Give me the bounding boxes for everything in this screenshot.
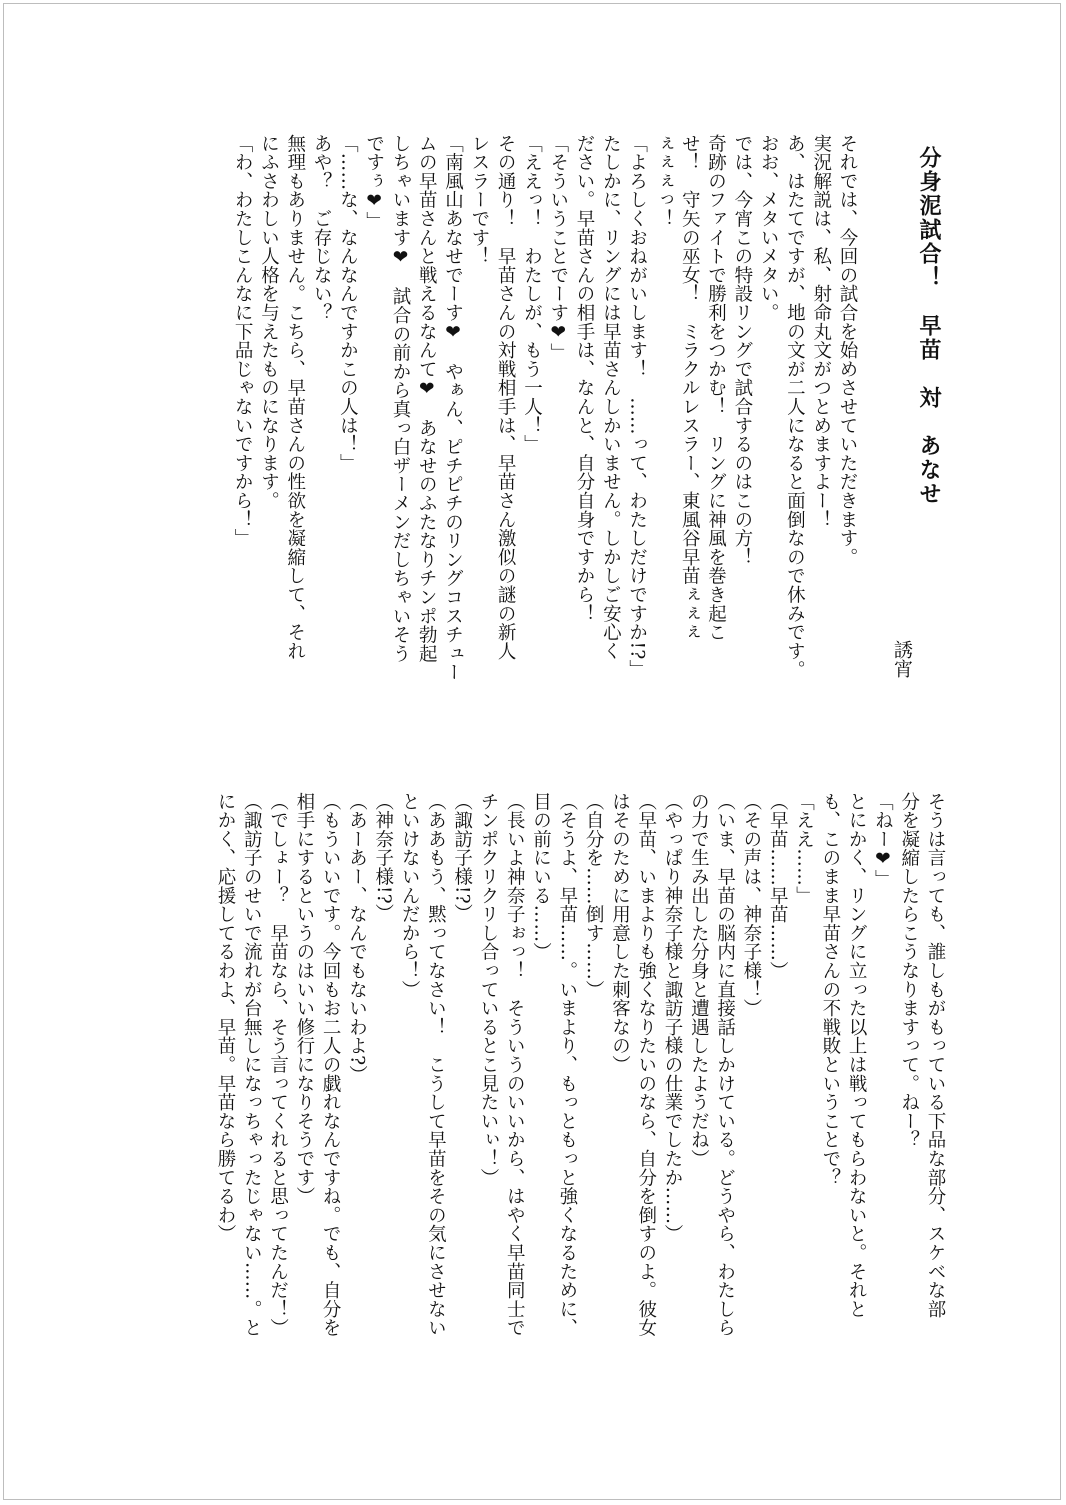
text-line: では、今宵この特設リングで試合するのはこの方！ bbox=[731, 134, 753, 567]
upper-text-column bbox=[118, 134, 860, 724]
text-line: （ああもう、黙ってなさい！ こうして早苗をその気にさせない bbox=[425, 792, 447, 1338]
text-line: （でしょー？ 早苗なら、そう言ってくれると思ってたんだ！） bbox=[267, 792, 289, 1338]
text-line: ださい。早苗さんの相手は、なんと、自分自身ですから！ bbox=[574, 134, 596, 623]
text-line: （もういいです。今回もお二人の戯れなんですね。でも、自分を bbox=[320, 792, 342, 1338]
text-line: ですぅ❤」 bbox=[363, 134, 385, 231]
text-line: 「よろしくおねがいします！ ……って、わたしだけですか!?」 bbox=[626, 134, 648, 679]
text-line: （あーあー、なんでもないわよ?） bbox=[346, 792, 368, 1085]
text-line: たしかに、リングには早苗さんしかいません。しかしご安心く bbox=[600, 134, 622, 661]
text-line: （早苗……早苗……） bbox=[767, 792, 789, 980]
text-line: 「ええ……」 bbox=[793, 792, 815, 905]
text-line: その通り！ 早苗さんの対戦相手は、早苗さん激似の謎の新人 bbox=[495, 134, 517, 661]
text-line: （早苗、いまよりも強くなりたいのなら、自分を倒すのよ。彼女 bbox=[635, 792, 657, 1338]
text-line: レスラーです！ bbox=[468, 134, 490, 266]
text-line: あ、はたてですが、地の文が二人になると面倒なので休みです。 bbox=[784, 134, 806, 680]
text-line: （いま、早苗の脳内に直接話しかけている。どうやら、わたしら bbox=[714, 792, 736, 1338]
story-title: 分身泥試合！ 早苗 対 あなせ bbox=[916, 146, 941, 506]
text-line: （その声は、神奈子様！） bbox=[740, 792, 762, 1018]
text-line: とにかく、リングに立った以上は戦ってもらわないと。それと bbox=[846, 792, 868, 1319]
text-line: （諏訪子様!?） bbox=[451, 792, 473, 923]
text-line: にふさわしい人格を与えたものになります。 bbox=[258, 134, 280, 510]
text-line: にかく、応援してるわよ、早苗。早苗なら勝てるわ） bbox=[214, 792, 236, 1244]
author-name: 誘宵 bbox=[891, 640, 913, 678]
text-line: 目の前にいる……） bbox=[530, 792, 552, 962]
text-line: 「そういうことでーす❤」 bbox=[547, 134, 569, 363]
lower-text-column bbox=[118, 792, 948, 1384]
text-line: （長いよ神奈子ぉっ！ そういうのいいから、はやく早苗同士で bbox=[504, 792, 526, 1338]
text-line: チンポクリクリし合っているとこ見たいぃ！） bbox=[477, 792, 499, 1187]
text-line: 相手にするというのはいい修行になりそうです） bbox=[293, 792, 315, 1206]
text-line: 「……な、なんなんですかこの人は！」 bbox=[337, 134, 359, 473]
text-line: といけないんだから！） bbox=[399, 792, 421, 999]
text-line: あや？ ご存じない？ bbox=[311, 134, 333, 322]
text-line: そうは言っても、誰しもがもっている下品な部分、スケベな部 bbox=[925, 792, 946, 1319]
text-line: 奇跡のファイトで勝利をつかむ！ リングに神風を巻き起こ bbox=[705, 134, 727, 642]
text-line: の力で生み出した分身と遭遇したようだね） bbox=[688, 792, 710, 1168]
text-line: 「ええっ！ わたしが、もう一人！」 bbox=[521, 134, 543, 454]
text-line: せ！ 守矢の巫女！ ミラクルレスラー、東風谷早苗ぇぇぇ bbox=[679, 134, 701, 642]
text-line: 「わ、わたしこんなに下品じゃないですから！」 bbox=[232, 134, 254, 548]
text-line: おお、メタいメタい。 bbox=[758, 134, 780, 322]
text-line: （諏訪子のせいで流れが台無しになっちゃったじゃない……。と bbox=[241, 792, 263, 1338]
text-line: それでは、今回の試合を始めさせていただきます。 bbox=[837, 134, 858, 567]
text-line: （神奈子様!?） bbox=[372, 792, 394, 923]
text-line: ムの早苗さんと戦えるなんて❤ あなせのふたなりチンポ勃起 bbox=[416, 134, 438, 663]
text-line: （そうよ、早苗……。いまより、もっともっと強くなるために、 bbox=[556, 792, 578, 1338]
text-line: 分を凝縮したらこうなりますって。ねー？ bbox=[898, 792, 920, 1150]
text-line: 「南風山あなせでーす❤ やぁん、ピチピチのリングコスチュー bbox=[442, 134, 464, 682]
text-line: （自分を……倒す……） bbox=[583, 792, 605, 999]
text-line: しちゃいます❤ 試合の前から真っ白ザーメンだしちゃいそう bbox=[389, 134, 411, 663]
text-line: 無理もありません。こちら、早苗さんの性欲を凝縮して、それ bbox=[284, 134, 306, 661]
text-line: はそのために用意した刺客なの） bbox=[609, 792, 631, 1074]
text-line: （やっぱり神奈子様と諏訪子様の仕業でしたか……） bbox=[662, 792, 684, 1244]
text-line: 「ねー❤」 bbox=[872, 792, 894, 889]
text-line: ぇぇぇっ！ bbox=[652, 134, 674, 228]
text-line: も、このまま早苗さんの不戦敗ということで？ bbox=[819, 792, 841, 1187]
text-line: 実況解説は、私、射命丸文がつとめますよー！ bbox=[810, 134, 832, 529]
